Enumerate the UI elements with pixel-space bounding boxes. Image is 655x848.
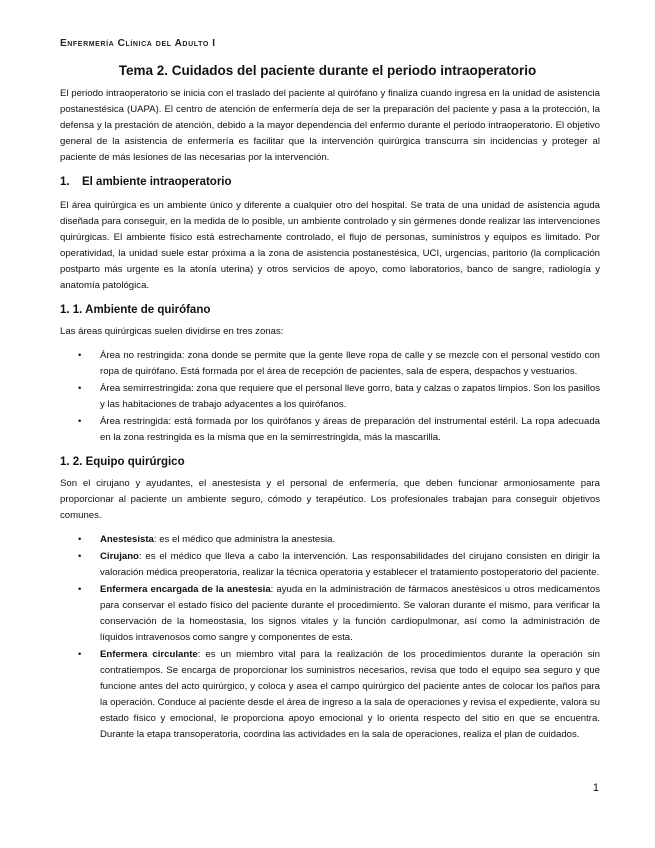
list-item (100, 532, 600, 548)
section-1-paragraph: El área quirúrgica es un ambiente único y diferente a cualquier otro del hospital. Se trata de una unidad de asistencia aguda diseñada para conseguir, en la medida de lo posible, un ambiente controlado y sin gérmenes donde realizar las intervenciones quirúrgicas. El ambiente físico está estrechamente controlado, el flujo de personas, suministros y equipos es limitado. Por operatividad, la unidad suele estar próxima a la zona de asistencia postanestésica, UCI, urgencias, paritorio (la complicación postparto más urgente es la atonía uterina) y otros servicios de apoyo, como laboratorios, banco de sangre, radiología y anatomía patológica. (60, 200, 600, 291)
list-item (100, 582, 600, 646)
list-item: • Área semirrestringida: zona que requiere que el personal lleve gorro, bata y calzas o zapatos limpios. Son los pasillos y las habitaciones de trabajo adyacentes a los quirófanos. (100, 381, 600, 413)
section-heading-1-2: 1. 2. Equipo quirúrgico (60, 456, 185, 468)
term: Anestesista (100, 534, 154, 545)
zones-list (60, 348, 600, 446)
list-item (100, 647, 600, 743)
list-item: • Área restringida: está formada por los quirófanos y áreas de preparación del instrumental estéril. La ropa adecuada en la zona restringida es la misma que en la semirrestringida, más la mascarilla. (100, 414, 600, 446)
section-heading-1-1: 1. 1. Ambiente de quirófano (60, 304, 211, 316)
term: Enfermera circulante (100, 649, 198, 660)
definition: : es el médico que administra la anestesia. (153, 534, 336, 545)
term: Cirujano (100, 551, 139, 562)
term: Enfermera encargada de la anestesia (100, 584, 271, 595)
page-title: Tema 2. Cuidados del paciente durante el periodo intraoperatorio (118, 63, 537, 78)
section-1-1-intro: Las áreas quirúrgicas suelen dividirse en tres zonas: (60, 326, 284, 337)
list-item: • Área no restringida: zona donde se permite que la gente lleve ropa de calle y se mezcle con el personal vestido con ropa de quirófano. Está formada por el área de recepción de pacientes, sala de espera, despachos y vestuarios. (100, 348, 600, 380)
intro-paragraph: El periodo intraoperatorio se inicia con el traslado del paciente al quirófano y finaliza cuando ingresa en la unidad de asistencia postanestésica (UAPA). El centro de atención de enfermería deja de ser la preparación del paciente y pasa a la protección, la defensa y la prestación de atención, debido a la mayor dependencia del enfermo durante el periodo intraoperatorio. El objetivo general de la asistencia de enfermería es facilitar que la intervención quirúrgica transcurra sin incidencias y proteger al paciente de más lesiones de las necesarias por la intervención. (60, 88, 600, 163)
definition: : es un miembro vital para la realización de los procedimientos durante la operación sin contratiempos. Se encarga de proporcionar los suministros necesarios, revisa que todo el equipo sea seguro y que funcione antes del acto quirúrgico, y coloca y asea el campo quirúrgico del paciente antes de colocar los paños para la operación. Conduce al paciente desde el área de ingreso a la sala de operaciones y revisa el expediente, valora su estado físico y emocional, le proporciona apoyo emocional y lo orienta respecto del sitio en que se encuentra. Durante la etapa transoperatoria, coordina las actividades en la sala de operaciones, realiza el plan de cuidados. (100, 649, 600, 740)
team-list (60, 532, 600, 743)
section-number: 1. (60, 176, 70, 188)
document-body (60, 86, 600, 751)
list-item (100, 549, 600, 581)
page-number: 1 (592, 782, 599, 794)
section-1-2-intro: Son el cirujano y ayudantes, el anestesista y el personal de enfermería, que deben funcionar armoniosamente para proporcionar al paciente un ambiente seguro, cómodo y terapéutico. Los profesionales trabajan para conseguir objetivos comunes. (60, 478, 600, 521)
section-heading-1 (60, 174, 600, 190)
definition: : es el médico que lleva a cabo la intervención. Las responsabilidades del cirujano consisten en dirigir la valoración médica preoperatoria, realizar la técnica operatoria y establecer el tratamiento postoperatorio del paciente. (100, 551, 600, 578)
definition: : ayuda en la administración de fármacos anestésicos u otros medicamentos para conservar el estado físico del paciente durante el procedimiento. Se valoran durante el mismo, para verificar la conservación de la homeostasia, los signos vitales y la función cardiopulmonar, así como la administración de líquidos intravenosos como sangre y componentes de esta. (100, 584, 601, 643)
running-header: Enfermería Clínica del Adulto I (60, 38, 216, 49)
section-title: El ambiente intraoperatorio (82, 176, 232, 188)
